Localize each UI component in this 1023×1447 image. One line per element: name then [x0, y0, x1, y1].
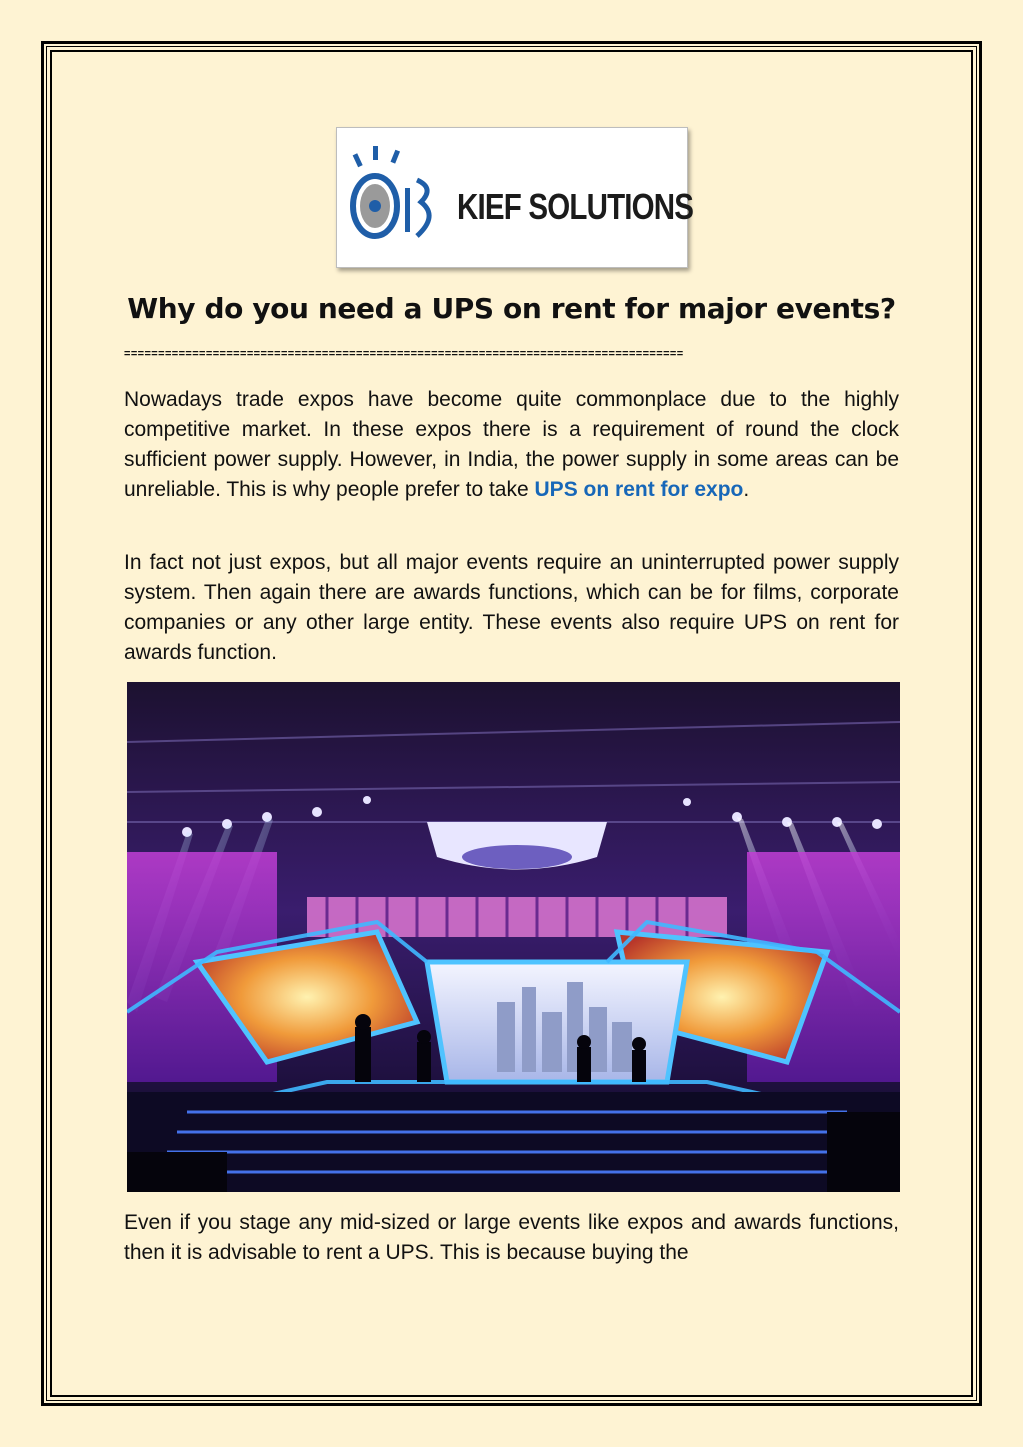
paragraph-intro-end: . — [743, 478, 750, 501]
company-logo — [336, 127, 694, 268]
logo-mark-icon — [347, 140, 447, 260]
paragraph-events: In fact not just expos, but all major events require an uninterrupted power supply system. Then again there are awards functions, which can be for films, corporate companies or any other large entity. These events also require UPS on rent for awards function. — [124, 551, 899, 664]
ups-rent-expo-link[interactable]: UPS on rent for expo — [534, 478, 744, 501]
title-separator: ================================================================================== — [124, 348, 684, 360]
event-stage-photo — [127, 682, 900, 1192]
paragraph-intro — [124, 385, 899, 505]
article-title: Why do you need a UPS on rent for major events? — [127, 292, 896, 325]
paragraph-intro-text: Nowadays trade expos have become quite commonplace due to the highly competitive market. In these expos there is a requirement of round the clock sufficient power supply. However, in India, the power supply in some areas can be unreliable. This is why people prefer to take — [124, 388, 899, 501]
paragraph-rent-advice: Even if you stage any mid-sized or large events like expos and awards functions, then it is advisable to rent a UPS. This is because buying the — [124, 1211, 899, 1264]
logo-wordmark: KIEF SOLUTIONS — [457, 186, 694, 227]
